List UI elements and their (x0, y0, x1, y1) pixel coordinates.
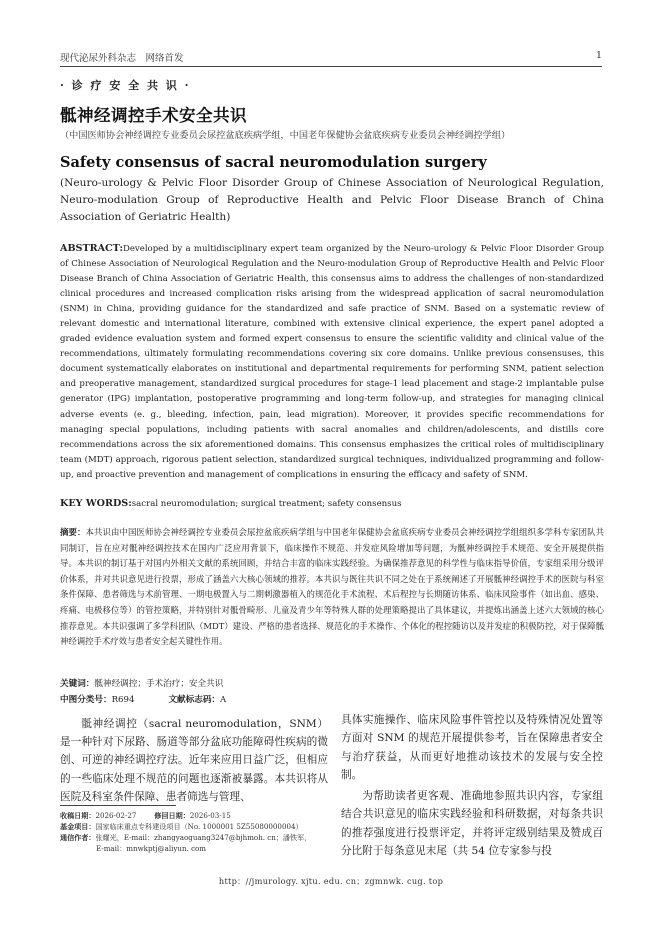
body-left-column (60, 715, 328, 806)
received-label: 收稿日期： (60, 811, 96, 820)
chinese-title: 骶神经调控手术安全共识 (60, 106, 247, 125)
received-date: 2026-02-27 (95, 811, 137, 820)
body-right-column (341, 711, 603, 860)
journal-name: 现代泌尿外科杂志 网络首发 (60, 53, 184, 64)
keywords-label: KEY WORDS: (60, 498, 132, 509)
chinese-authors: （中国医师协会神经调控专业委员会尿控盆底疾病学组，中国老年保健协会盆底疾病专业委员会神经调控学组） (60, 130, 511, 141)
fund-label: 基金项目： (60, 822, 96, 831)
cn-keywords-text: 骶神经调控；手术治疗；安全共识 (94, 679, 224, 689)
doc-code-label: 文献标志码： (168, 695, 221, 705)
running-head (60, 50, 602, 66)
classification-line (60, 693, 226, 705)
english-authors: (Neuro-urology & Pelvic Floor Disorder Group of Chinese Association of Neurological Regulation, Neuro-modulation Group of Reproductive Health and Pelvic Floor Disease Branch of China Association of Geriatric Health) (60, 177, 604, 223)
footnote (60, 810, 340, 854)
revised-label: 修回日期： (154, 811, 190, 820)
footer-url[interactable]: http：//jmurology. xjtu. edu. cn；zgmnwk. cug. top (218, 876, 444, 886)
cn-keywords-label: 关键词： (60, 679, 95, 689)
chinese-abstract (60, 525, 604, 650)
doc-code-value: A (220, 695, 227, 705)
english-title: Safety consensus of sacral neuromodulation surgery (60, 154, 487, 171)
abstract-text: Developed by a multidisciplinary expert team organized by the Neuro-urology & Pelvic Floor Disorder Group of Chinese Association of Neurological Regulation and the Neuro-modulation Group of Reproductive Health and Pelvic Floor Disease Branch of China Association of Geriatric Health, this consensus aims to address the challenges of non-standardized clinical procedures and increased complication risks arising from the widespread application of sacral neuromodulation (SNM) in China, providing guidance for the standardized and safe practice of SNM. Based on a systematic review of relevant domestic and international literature, combined with extensive clinical experience, the expert panel adopted a graded evidence evaluation system and formed expert consensus to ensure the scientific validity and clinical value of the recommendations, ultimately formulating recommendations covering six core domains. Unlike previous consensuses, this document systematically elaborates on institutional and departmental requirements for performing SNM, patient selection and preoperative management, standardized surgical procedures for stage-1 lead placement and stage-2 implantable pulse generator (IPG) implantation, postoperative programming and long-term follow-up, and strategies for managing clinical adverse events (e. g., bleeding, infection, pain, lead migration). Moreover, it provides specific recommendations for managing special populations, including patients with sacral anomalies and children/adolescents, and distills core recommendations across the six aforementioned domains. This consensus emphasizes the critical roles of multidisciplinary team (MDT) approach, rigorous patient selection, standardized surgical techniques, individualized programming and follow-up, and proactive prevention and management of complications in ensuring the efficacy and safety of SNM. (60, 244, 604, 480)
clc-label: 中图分类号： (60, 695, 112, 705)
header-rule (60, 66, 602, 67)
cn-abstract-label: 摘要： (60, 527, 86, 537)
page-number: 1 (595, 50, 602, 61)
english-keywords (60, 498, 604, 509)
corr-text-2: E-mail：mnwkptj@aliyun. com (96, 844, 207, 853)
footnote-dates (60, 810, 340, 821)
corr-text-1: 张耀光，E-mail：zhangyaoguang3247@bjhmoh. cn；潘铁军， (95, 833, 312, 842)
footnote-correspondence-cont (60, 843, 340, 854)
english-abstract (60, 241, 604, 483)
body-paragraph: 具体实施操作、临床风险事件管控以及特殊情况处置等方面对 SNM 的规范开展提供参考，旨在保障患者安全与治疗获益，从而更好地推动该技术的发展与安全控制。 (341, 714, 603, 781)
corr-label: 通信作者： (60, 833, 96, 842)
body-paragraph: 为帮助读者更客观、准确地参照共识内容，专家组结合共识意见的临床实践经验和科研数据，对每条共识的推荐强度进行投票评定，并将评定级别结果及赞成百分比附于每条意见末尾（共 54 位专家参与投 (341, 790, 603, 858)
cn-abstract-text: 本共识由中国医师协会神经调控专业委员会尿控盆底疾病学组与中国老年保健协会盆底疾病专业委员会神经调控学组组织多学科专家团队共同制订，旨在应对骶神经调控技术在国内广泛应用背景下，临床操作不规范、并发症风险增加等问题，为骶神经调控手术规范、安全开展提供指导。本共识的制订基于对国内外相关文献的系统回顾，并结合丰富的临床实践经验。为确保推荐意见的科学性与临床指导价值，专家组采用分级评价体系，并对共识意见进行投票，形成了涵盖六大核心领域的推荐。本共识与既往共识不同之处在于系统阐述了开展骶神经调控手术的医院与科室条件保障、患者筛选与术前管理、一期电极置入与二期刺激器植入的规范化手术流程、术后程控与长期随访体系、临床风险事件（如出血、感染、疼痛、电极移位等）的管控策略，并特别针对骶骨畸形、儿童及青少年等特殊人群的处理策略提出了具体建议，并提炼出涵盖上述六大领域的核心推荐意见。本共识强调了多学科团队（MDT）建设、严格的患者选择、规范化的手术操作、个体化的程控随访以及并发症的积极防控，对于保障骶神经调控手术疗效与患者安全起关键性作用。 (60, 527, 605, 647)
abstract-label: ABSTRACT: (60, 243, 124, 254)
revised-date: 2026-03-15 (189, 811, 231, 820)
footnote-fund (60, 821, 340, 832)
keywords-text: sacral neuromodulation; surgical treatment; safety consensus (131, 499, 402, 509)
section-tag: · 诊 疗 安 全 共 识 · (60, 79, 191, 92)
footnote-rule (60, 805, 176, 806)
clc-value: R694 (111, 695, 135, 705)
fund-text: 国家临床重点专科建设项目（No. 1000001 5Z55080000004） (95, 822, 303, 831)
body-paragraph: 骶神经调控（sacral neuromodulation，SNM）是一种针对下尿路、肠道等部分盆底功能障碍性疾病的微创、可逆的神经调控疗法。近年来应用日益广泛，但相应的一些临床处理不规范的问题也逐渐被暴露。本共识将从医院及科室条件保障、患者筛选与管理、 (60, 718, 328, 803)
chinese-keywords (60, 677, 223, 689)
footnote-correspondence (60, 832, 340, 843)
